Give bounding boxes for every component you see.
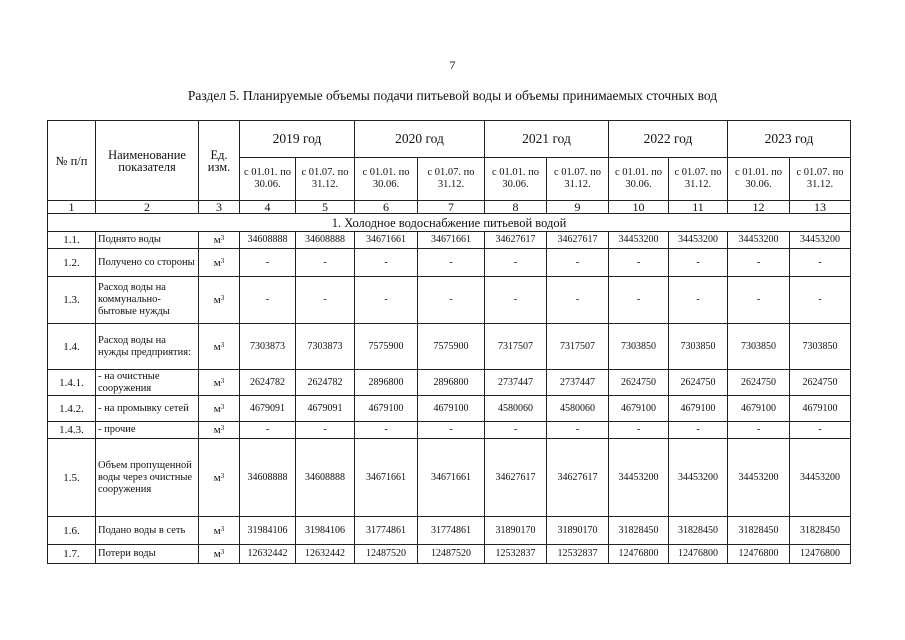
value-cell: - (790, 422, 851, 439)
value-cell: - (790, 277, 851, 324)
row-number: 1.4.3. (48, 422, 96, 439)
row-name: - прочие (96, 422, 199, 439)
value-cell: 7317507 (485, 324, 547, 370)
header-period: с 01.01. по 30.06. (355, 158, 418, 201)
value-cell: - (296, 249, 355, 277)
unit-exponent: 3 (220, 471, 225, 480)
value-cell: 34627617 (485, 232, 547, 249)
value-cell: 34671661 (418, 232, 485, 249)
unit-base: м (213, 524, 221, 537)
value-cell: - (240, 422, 296, 439)
value-cell: 31828450 (609, 517, 669, 545)
column-number: 11 (669, 201, 728, 214)
table-row (48, 422, 851, 439)
row-name: - на промывку сетей (96, 396, 199, 422)
value-cell: - (355, 277, 418, 324)
value-cell: 4679100 (355, 396, 418, 422)
value-cell: - (240, 249, 296, 277)
value-cell: 34671661 (355, 232, 418, 249)
header-year: 2019 год (240, 121, 355, 158)
header-period: с 01.01. по 30.06. (485, 158, 547, 201)
value-cell: - (609, 249, 669, 277)
row-number: 1.6. (48, 517, 96, 545)
value-cell: 2624782 (296, 370, 355, 396)
header-num: № п/п (48, 121, 96, 201)
row-number: 1.5. (48, 439, 96, 517)
value-cell: 7303850 (790, 324, 851, 370)
value-cell: 12532837 (547, 545, 609, 564)
value-cell: 34453200 (669, 439, 728, 517)
value-cell: 31890170 (547, 517, 609, 545)
value-cell: 2896800 (418, 370, 485, 396)
header-period: с 01.07. по 31.12. (296, 158, 355, 201)
value-cell: 34453200 (728, 232, 790, 249)
section-row (48, 214, 851, 232)
unit-exponent: 3 (220, 234, 225, 242)
column-number: 9 (547, 201, 609, 214)
row-unit (199, 324, 240, 370)
row-unit (199, 396, 240, 422)
value-cell: 4679100 (728, 396, 790, 422)
value-cell: 31828450 (669, 517, 728, 545)
unit-base: м (213, 402, 221, 415)
section-heading: 1. Холодное водоснабжение питьевой водой (48, 214, 851, 232)
header-period: с 01.07. по 31.12. (547, 158, 609, 201)
value-cell: 34627617 (547, 439, 609, 517)
value-cell: 7303850 (728, 324, 790, 370)
value-cell: 4679091 (296, 396, 355, 422)
value-cell: - (790, 249, 851, 277)
table-row (48, 232, 851, 249)
value-cell: - (296, 422, 355, 439)
value-cell: - (669, 422, 728, 439)
column-number: 12 (728, 201, 790, 214)
header-unit: Ед. изм. (199, 121, 240, 201)
column-number: 2 (96, 201, 199, 214)
table-row (48, 277, 851, 324)
value-cell: 34453200 (790, 439, 851, 517)
table-row (48, 545, 851, 564)
header-period: с 01.01. по 30.06. (728, 158, 790, 201)
value-cell: 34608888 (240, 439, 296, 517)
value-cell: 34608888 (296, 232, 355, 249)
column-number: 8 (485, 201, 547, 214)
value-cell: 7303850 (609, 324, 669, 370)
value-cell: 4679100 (609, 396, 669, 422)
value-cell: - (296, 277, 355, 324)
value-cell: - (418, 249, 485, 277)
unit-base: м (213, 376, 221, 389)
value-cell: 2624782 (240, 370, 296, 396)
value-cell: 7303850 (669, 324, 728, 370)
row-number: 1.2. (48, 249, 96, 277)
header-year: 2022 год (609, 121, 728, 158)
value-cell: 12632442 (296, 545, 355, 564)
section-title: Раздел 5. Планируемые объемы подачи питьевой воды и объемы принимаемых сточных вод (187, 88, 718, 103)
value-cell: 34608888 (296, 439, 355, 517)
value-cell: - (355, 249, 418, 277)
value-cell: 34671661 (355, 439, 418, 517)
value-cell: - (669, 277, 728, 324)
header-year: 2023 год (728, 121, 851, 158)
value-cell: 2624750 (790, 370, 851, 396)
row-number: 1.3. (48, 277, 96, 324)
row-name: Потери воды (96, 545, 199, 564)
row-name: Расход воды на коммунально-бытовые нужды (96, 277, 199, 324)
row-number: 1.4.1. (48, 370, 96, 396)
unit-exponent: 3 (220, 294, 225, 302)
row-unit (199, 545, 240, 564)
unit-exponent: 3 (220, 340, 225, 349)
row-name: Получено со стороны (96, 249, 199, 277)
value-cell: 12632442 (240, 545, 296, 564)
value-cell: 12487520 (355, 545, 418, 564)
value-cell: 34453200 (728, 439, 790, 517)
value-cell: - (547, 249, 609, 277)
value-cell: 7303873 (240, 324, 296, 370)
header-period: с 01.01. по 30.06. (240, 158, 296, 201)
column-number: 3 (199, 201, 240, 214)
value-cell: 4679100 (418, 396, 485, 422)
column-number: 13 (790, 201, 851, 214)
row-name: Объем пропущенной воды через очистные сооружения (96, 439, 199, 517)
value-cell: 2737447 (485, 370, 547, 396)
unit-exponent: 3 (220, 524, 225, 533)
value-cell: - (485, 422, 547, 439)
table-row (48, 439, 851, 517)
value-cell: 34453200 (790, 232, 851, 249)
value-cell: - (728, 277, 790, 324)
unit-exponent: 3 (220, 376, 225, 385)
row-number: 1.4. (48, 324, 96, 370)
value-cell: 34453200 (669, 232, 728, 249)
header-year: 2020 год (355, 121, 485, 158)
row-unit (199, 232, 240, 249)
unit-base: м (213, 234, 221, 246)
row-unit (199, 249, 240, 277)
value-cell: 2624750 (669, 370, 728, 396)
header-period: с 01.07. по 31.12. (418, 158, 485, 201)
value-cell: - (240, 277, 296, 324)
row-unit (199, 439, 240, 517)
value-cell: - (485, 277, 547, 324)
value-cell: 31828450 (728, 517, 790, 545)
column-number-row (48, 201, 851, 214)
row-name: Расход воды на нужды предприятия: (96, 324, 199, 370)
value-cell: 31984106 (240, 517, 296, 545)
unit-base: м (213, 294, 221, 306)
value-cell: 2624750 (728, 370, 790, 396)
unit-exponent: 3 (220, 424, 225, 432)
table-row (48, 517, 851, 545)
value-cell: - (609, 277, 669, 324)
value-cell: - (418, 277, 485, 324)
value-cell: 4679100 (790, 396, 851, 422)
row-number: 1.1. (48, 232, 96, 249)
unit-base: м (213, 548, 221, 560)
value-cell: 7575900 (355, 324, 418, 370)
column-number: 10 (609, 201, 669, 214)
value-cell: - (355, 422, 418, 439)
value-cell: 2896800 (355, 370, 418, 396)
value-cell: 31828450 (790, 517, 851, 545)
value-cell: 7575900 (418, 324, 485, 370)
header-name: Наименование показателя (96, 121, 199, 201)
value-cell: 12476800 (728, 545, 790, 564)
value-cell: 34453200 (609, 439, 669, 517)
value-cell: - (547, 422, 609, 439)
value-cell: 4580060 (485, 396, 547, 422)
value-cell: 4580060 (547, 396, 609, 422)
header-year: 2021 год (485, 121, 609, 158)
value-cell: - (418, 422, 485, 439)
value-cell: 12487520 (418, 545, 485, 564)
unit-base: м (213, 424, 221, 436)
row-number: 1.7. (48, 545, 96, 564)
value-cell: 31774861 (355, 517, 418, 545)
row-unit (199, 370, 240, 396)
value-cell: 34453200 (609, 232, 669, 249)
value-cell: - (728, 422, 790, 439)
value-cell: 34671661 (418, 439, 485, 517)
value-cell: 12532837 (485, 545, 547, 564)
value-cell: 12476800 (669, 545, 728, 564)
unit-base: м (213, 340, 221, 353)
value-cell: 34608888 (240, 232, 296, 249)
value-cell: - (609, 422, 669, 439)
header-period: с 01.07. по 31.12. (669, 158, 728, 201)
value-cell: 12476800 (609, 545, 669, 564)
unit-exponent: 3 (220, 548, 225, 556)
column-number: 4 (240, 201, 296, 214)
row-unit (199, 422, 240, 439)
table-row (48, 396, 851, 422)
row-unit (199, 277, 240, 324)
column-number: 1 (48, 201, 96, 214)
table-row (48, 324, 851, 370)
value-cell: - (728, 249, 790, 277)
value-cell: - (669, 249, 728, 277)
header-period: с 01.07. по 31.12. (790, 158, 851, 201)
value-cell: 12476800 (790, 545, 851, 564)
volumes-table (47, 120, 851, 564)
value-cell: - (485, 249, 547, 277)
value-cell: 2624750 (609, 370, 669, 396)
unit-base: м (213, 256, 221, 269)
column-number: 6 (355, 201, 418, 214)
value-cell: - (547, 277, 609, 324)
value-cell: 7317507 (547, 324, 609, 370)
column-number: 5 (296, 201, 355, 214)
row-name: - на очистные сооружения (96, 370, 199, 396)
table-row (48, 249, 851, 277)
unit-base: м (213, 471, 221, 484)
value-cell: 34627617 (547, 232, 609, 249)
row-unit (199, 517, 240, 545)
value-cell: 4679100 (669, 396, 728, 422)
row-name: Подано воды в сеть (96, 517, 199, 545)
row-number: 1.4.2. (48, 396, 96, 422)
header-row-years (48, 121, 851, 158)
value-cell: 2737447 (547, 370, 609, 396)
value-cell: 31890170 (485, 517, 547, 545)
value-cell: 31774861 (418, 517, 485, 545)
page-number: 7 (449, 58, 456, 72)
table-row (48, 370, 851, 396)
column-number: 7 (418, 201, 485, 214)
value-cell: 31984106 (296, 517, 355, 545)
value-cell: 34627617 (485, 439, 547, 517)
header-period: с 01.01. по 30.06. (609, 158, 669, 201)
value-cell: 7303873 (296, 324, 355, 370)
unit-exponent: 3 (220, 256, 225, 265)
value-cell: 4679091 (240, 396, 296, 422)
row-name: Поднято воды (96, 232, 199, 249)
unit-exponent: 3 (220, 402, 225, 411)
